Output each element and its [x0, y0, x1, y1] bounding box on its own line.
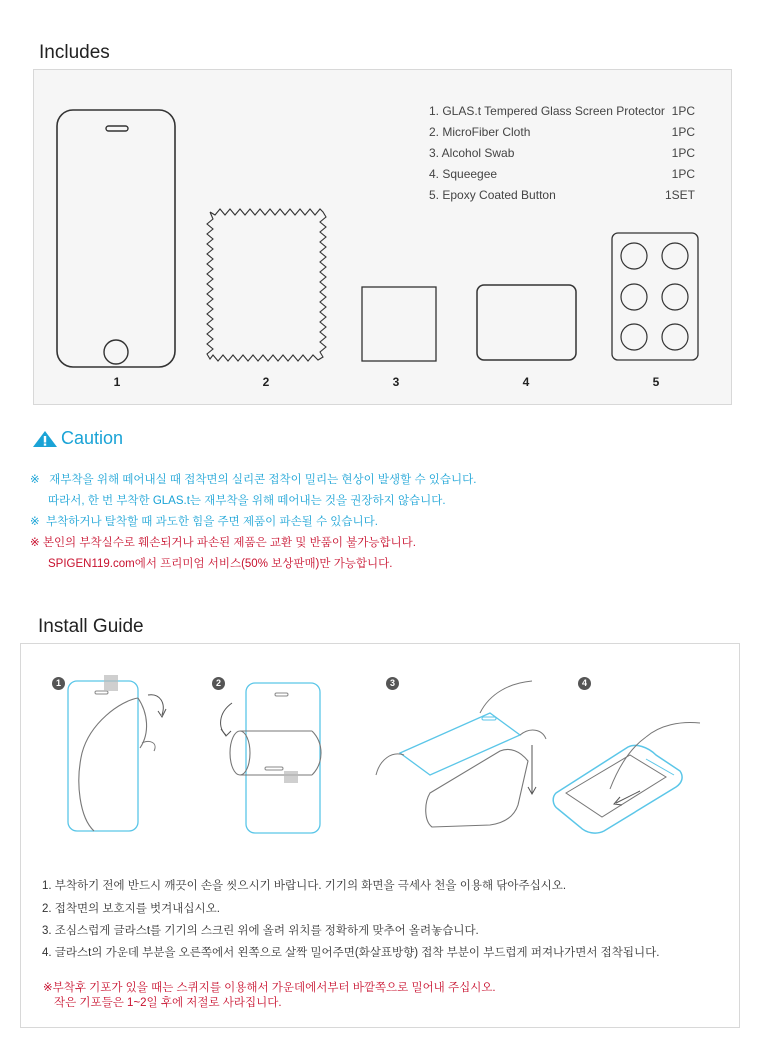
- figure-number-1: 1: [113, 375, 121, 389]
- install-step-4: 4. 글라스t의 가운데 부분을 오른쪽에서 왼쪽으로 살짝 밀어주면(화살표방향) 접착 부분이 부드럽게 퍼져나가면서 접착됩니다.: [42, 947, 660, 959]
- step1-peel-illustration: [68, 675, 166, 831]
- figure-number-5: 5: [652, 375, 660, 389]
- caution-line-1: ※ 재부착을 위해 떼어내실 때 접착면의 실리콘 접착이 밀리는 현상이 발생할 수 있습니다.: [30, 474, 477, 486]
- glass-protector-icon: [57, 110, 175, 367]
- install-step-3: 3. 조심스럽게 글라스t를 기기의 스크린 위에 올려 위치를 정확하게 맞추어 올려놓습니다.: [42, 925, 479, 937]
- reference-mark: ※: [43, 982, 53, 994]
- includes-title: Includes: [39, 42, 110, 63]
- reference-mark: ※: [30, 537, 40, 549]
- step-badge-2: 2: [212, 677, 225, 690]
- alcohol-swab-icon: [362, 287, 436, 361]
- install-note-line-1: ※부착후 기포가 있을 때는 스퀴지를 이용해서 가운데에서부터 바깥쪽으로 밀어내 주십시오.: [43, 982, 496, 994]
- install-guide-title: Install Guide: [38, 616, 144, 637]
- figure-number-2: 2: [262, 375, 270, 389]
- item-qty: 1PC: [671, 167, 695, 181]
- item-label: 3. Alcohol Swab: [429, 146, 515, 160]
- squeegee-icon: [477, 285, 576, 360]
- reference-mark: ※: [30, 516, 40, 528]
- epoxy-button-set-icon: [612, 233, 698, 360]
- install-note-line-2: 작은 기포들은 1~2일 후에 저절로 사라집니다.: [54, 997, 282, 1009]
- item-label: 2. MicroFiber Cloth: [429, 125, 531, 139]
- item-label: 4. Squeegee: [429, 167, 498, 181]
- caution-line-3: ※ 부착하거나 탈착할 때 과도한 힘을 주면 제품이 파손될 수 있습니다.: [30, 516, 378, 528]
- install-step-2: 2. 접착면의 보호지를 벗겨내십시오.: [42, 903, 220, 915]
- step3-place-glass-illustration: [376, 681, 546, 827]
- microfiber-cloth-icon: [207, 209, 326, 361]
- warning-triangle-icon: [32, 430, 58, 448]
- step4-press-glass-illustration: [553, 723, 700, 834]
- caution-line-4: ※ 본인의 부착실수로 훼손되거나 파손된 제품은 교환 및 반품이 불가능합니다.: [30, 537, 416, 549]
- caution-line-2: 따라서, 한 번 부착한 GLAS.t는 재부착을 위해 떼어내는 것을 권장하지 않습니다.: [48, 495, 446, 507]
- includes-illustrations: [33, 69, 732, 405]
- reference-mark: ※: [30, 474, 40, 486]
- step-badge-3: 3: [386, 677, 399, 690]
- figure-number-3: 3: [392, 375, 400, 389]
- item-qty: 1SET: [664, 188, 695, 202]
- install-step-1: 1. 부착하기 전에 반드시 깨끗이 손을 씻으시기 바랍니다. 기기의 화면을 극세사 천을 이용해 닦아주십시오.: [42, 880, 567, 892]
- caution-title: Caution: [61, 428, 124, 448]
- item-label: 1. GLAS.t Tempered Glass Screen Protector: [429, 104, 665, 118]
- item-qty: 1PC: [671, 125, 695, 139]
- item-qty: 1PC: [671, 146, 695, 160]
- caution-line-5: SPIGEN119.com에서 프리미엄 서비스(50% 보상판매)만 가능합니다.: [48, 558, 393, 570]
- item-label: 5. Epoxy Coated Button: [429, 188, 556, 202]
- step-badge-4: 4: [578, 677, 591, 690]
- install-illustrations: [20, 643, 740, 843]
- figure-number-4: 4: [522, 375, 530, 389]
- step-badge-1: 1: [52, 677, 65, 690]
- item-qty: 1PC: [671, 104, 695, 118]
- step2-remove-liner-illustration: [221, 683, 321, 833]
